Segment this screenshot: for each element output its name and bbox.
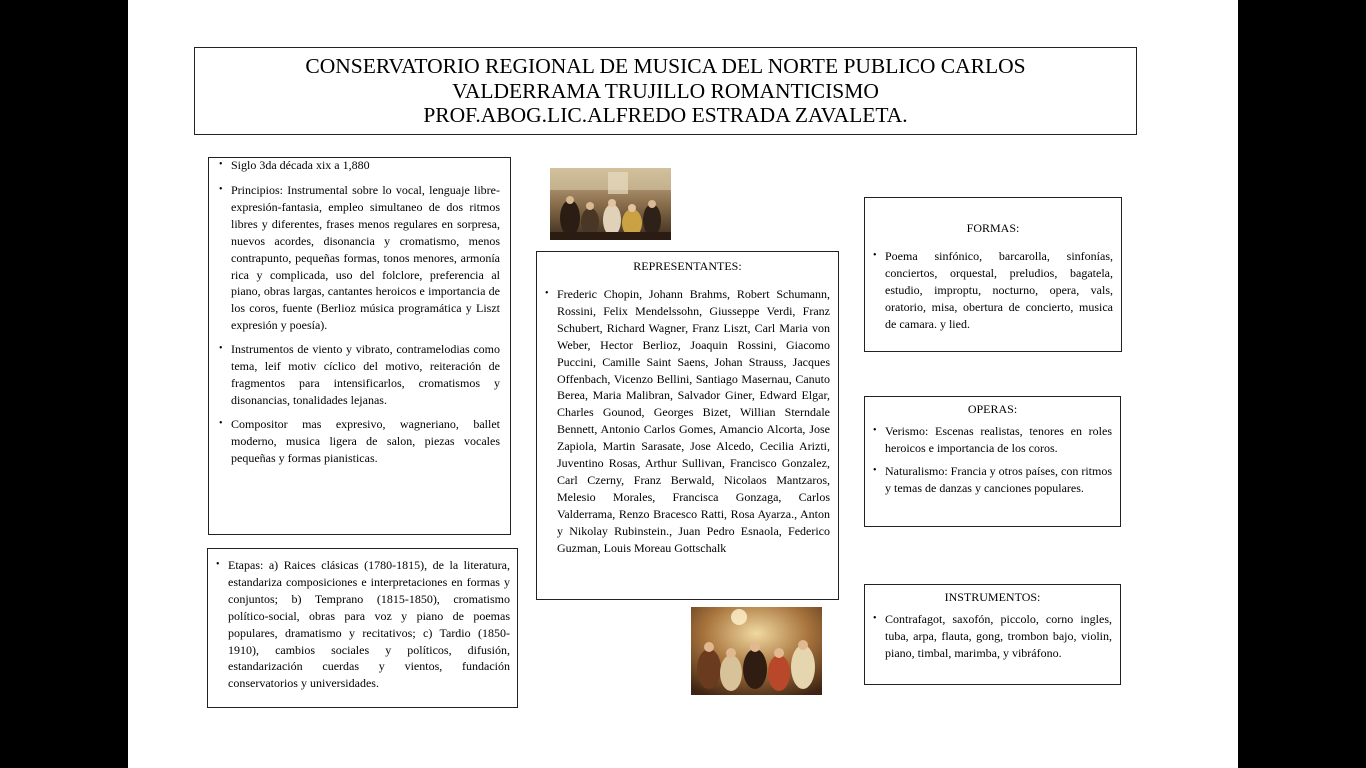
slide bbox=[128, 0, 1238, 768]
etapas-text: • Etapas: a) Raices clásicas (1780-1815), de la literatura, estandariza composiciones e interpretaciones en formas y conjuntos; b) Temprano (1815-1850), cromatismo político-social, obras para voz y piano de poemas populares, dramatismo y recitativos; c) Tardio (1850-1910), cambios sociales y políticos, difusión, estandarización cuerdas y vientos, fundación conservatorios y universidades. bbox=[216, 557, 510, 692]
list-item: • Principios: Instrumental sobre lo vocal, lenguaje libre-expresión-fantasia, empleo simultaneo de dos ritmos libres y diferentes, frases menos regulares en sorpresa, nuevos acordes, disonancia y cromatismo, menos contrapunto, pequeñas formas, tonos menores, armonía rica y complicada, uso del folclore, preferencia al piano, obras largas, cantantes heroicos e importancia de los coros, fuente (Berlioz música programática y Liszt expresión y poesía). bbox=[219, 182, 500, 334]
operas-box bbox=[864, 396, 1121, 527]
title-line-1: CONSERVATORIO REGIONAL DE MUSICA DEL NORTE PUBLICO CARLOS bbox=[305, 54, 1026, 78]
formas-box bbox=[864, 197, 1122, 352]
representantes-text: • Frederic Chopin, Johann Brahms, Robert Schumann, Rossini, Felix Mendelssohn, Giusseppe Verdi, Franz Schubert, Richard Wagner, Franz Liszt, Carl Maria von Weber, Hector Berlioz, Joaquin Rossini, Giacomo Puccini, Camille Saint Saens, Johan Strauss, Jacques Offenbach, Vicenzo Bellini, Santiago Masernau, Canuto Berea, Maria Malibran, Salvador Giner, Edward Elgar, Charles Gounod, Georges Bizet, Willian Sterndale Bennett, Antonio Carlos Gomes, Amancio Alcorta, Jose Zapiola, Martin Sarasate, Jose Alcedo, Cecilia Arizti, Juventino Rosas, Arthur Sullivan, Francisco Gonzalez, Carl Czerny, Franz Berwald, Nicolaos Mantzaros, Melesio Morales, Francisca Gonzaga, Carlos Valderrama, Renzo Bracesco Ratti, Rosa Ayarza., Anton y Nikolay Rubinstein., Juan Pedro Esnaola, Federico Guzman, Louis Moreau Gottschalk bbox=[545, 286, 830, 557]
representantes-box bbox=[536, 251, 839, 600]
formas-heading: FORMAS: bbox=[966, 221, 1020, 235]
list-item: • Siglo 3da década xix a 1,880 bbox=[219, 158, 500, 172]
list-item: • Verismo: Escenas realistas, tenores en roles heroicos e importancia de los coros. bbox=[873, 423, 1112, 457]
list-item: • Compositor mas expresivo, wagneriano, ballet moderno, musica ligera de salon, piezas vocales pequeñas y formas pianisticas. bbox=[219, 416, 500, 467]
title-box bbox=[194, 47, 1137, 135]
list-item: • Naturalismo: Francia y otros países, con ritmos y temas de danzas y canciones populares. bbox=[873, 463, 1112, 497]
instrumentos-text: • Contrafagot, saxofón, piccolo, corno ingles, tuba, arpa, flauta, gong, trombon bajo, violin, piano, timbal, marimba, y vibráfono. bbox=[873, 611, 1112, 662]
representantes-heading: REPRESENTANTES: bbox=[633, 259, 742, 273]
list-item: • Instrumentos de viento y vibrato, contramelodias como tema, leif motiv cíclico del motivo, reiteración de fragmentos para intensificarlos, cromatismos y disonancias, tonalidades lejanas. bbox=[219, 341, 500, 409]
instrumentos-heading: INSTRUMENTOS: bbox=[944, 590, 1041, 604]
principios-box bbox=[208, 157, 511, 535]
operas-heading: OPERAS: bbox=[967, 402, 1018, 416]
instrumentos-box bbox=[864, 584, 1121, 685]
salon-concert-painting bbox=[550, 168, 671, 240]
schubert-evening-painting bbox=[691, 607, 822, 695]
formas-text: • Poema sinfónico, barcarolla, sinfonías, conciertos, orquestal, preludios, bagatela, estudio, improptu, nocturno, opera, vals, oratorio, misa, obertura de concierto, musica de camara. y lied. bbox=[873, 248, 1113, 333]
title-line-2: VALDERRAMA TRUJILLO ROMANTICISMO bbox=[452, 78, 879, 103]
principios-list bbox=[219, 158, 500, 467]
title-line-3: PROF.ABOG.LIC.ALFREDO ESTRADA ZAVALETA. bbox=[423, 103, 908, 127]
etapas-box bbox=[207, 548, 518, 708]
